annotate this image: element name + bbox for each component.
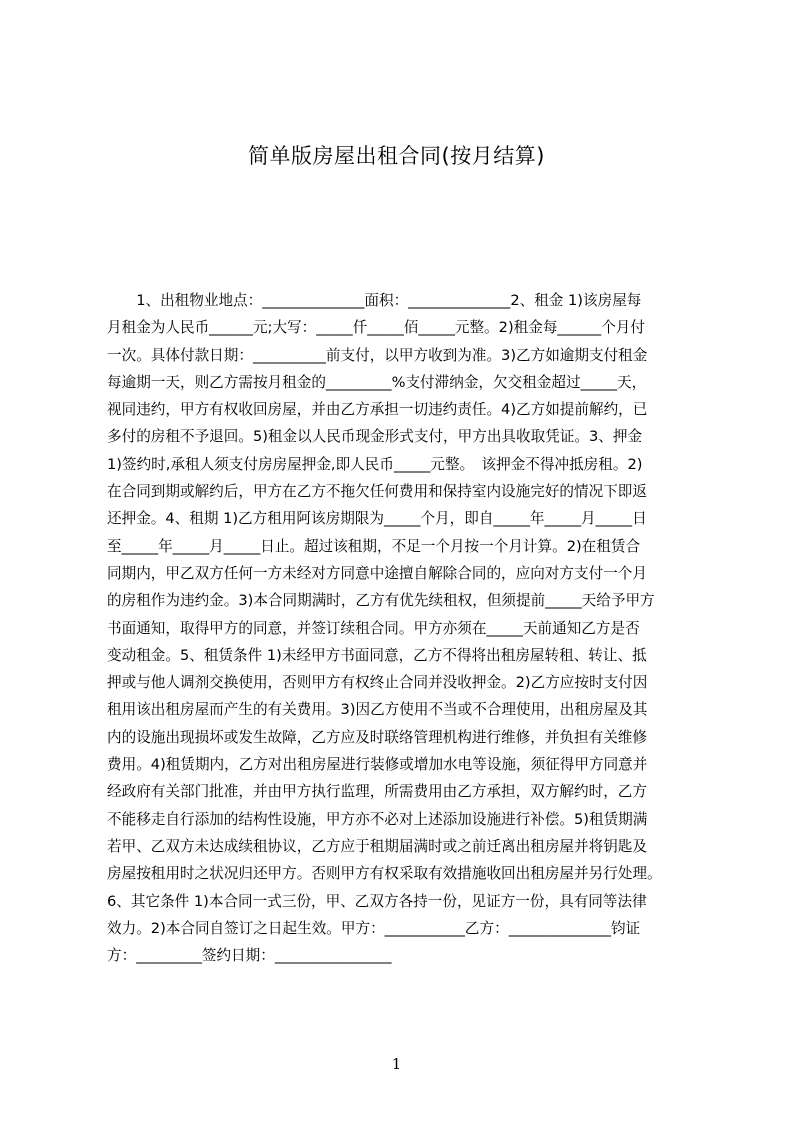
contract-line-9: 还押金。4、租期 1)乙方租用阿该房期限为_____个月，即自_____年_____月_____日 <box>107 510 647 528</box>
contract-line-6: 多付的房租不予退回。5)租金以人民币现金形式支付，甲方出具收取凭证。3、押金 <box>107 428 643 446</box>
contract-line-22: 房屋按租用时之状况归还甲方。否则甲方有权采取有效措施收回出租房屋并另行处理。 <box>107 865 662 883</box>
contract-line-13: 书面通知，取得甲方的同意，并签订续租合同。甲方亦须在_____天前通知乙方是否 <box>107 619 640 637</box>
document-title: 简单版房屋出租合同(按月结算) <box>248 144 545 168</box>
page-number: 1 <box>391 1055 402 1073</box>
contract-line-7: 1)签约时,承租人须支付房房屋押金,即人民币_____元整。 该押金不得冲抵房租。2) <box>107 455 643 473</box>
contract-line-24: 效力。2)本合同自签订之日起生效。甲方：___________乙方：______________钧证 <box>107 919 641 937</box>
contract-line-15: 押或与他人调剂交换使用，否则甲方有权终止合同并没收押金。2)乙方应按时支付因 <box>107 674 648 692</box>
contract-line-14: 变动租金。5、租赁条件 1)未经甲方书面同意，乙方不得将出租房屋转租、转让、抵 <box>107 646 647 664</box>
contract-line-16: 租用该出租房屋而产生的有关费用。3)因乙方使用不当或不合理使用，出租房屋及其 <box>107 701 648 719</box>
contract-line-5: 视同违约，甲方有权收回房屋，并由乙方承担一切违约责任。4)乙方如提前解约，已 <box>107 401 648 419</box>
contract-line-18: 费用。4)租赁期内，乙方对出租房屋进行装修或增加水电等设施，须征得甲方同意并 <box>107 756 648 774</box>
contract-line-12: 的房租作为违约金。3)本合同期满时，乙方有优先续租权，但须提前_____天给予甲方 <box>107 592 655 610</box>
contract-line-3: 一次。具体付款日期：__________前支付，以甲方收到为准。3)乙方如逾期支付租金 <box>107 346 648 364</box>
contract-line-1: 1、出租物业地点：______________面积：______________2、租金 1)该房屋每 <box>107 292 642 309</box>
contract-line-8: 在合同到期或解约后，甲方在乙方不拖欠任何费用和保持室内设施完好的情况下即返 <box>107 483 647 501</box>
contract-line-11: 同期内，甲乙双方任何一方未经对方同意中途擅自解除合同的，应向对方支付一个月 <box>107 564 647 582</box>
contract-line-21: 若甲、乙双方未达成续租协议，乙方应于租期届满时或之前迁离出租房屋并将钥匙及 <box>107 837 647 855</box>
contract-line-23: 6、其它条件 1)本合同一式三份，甲、乙双方各持一份，见证方一份，具有同等法律 <box>107 892 647 910</box>
contract-line-25: 方：_________签约日期：________________ <box>107 947 392 965</box>
contract-line-20: 不能移走自行添加的结构性设施，甲方亦不必对上述添加设施进行补偿。5)租赁期满 <box>107 810 648 828</box>
contract-line-10: 至_____年_____月_____日止。超过该租期，不足一个月按一个月计算。2)在租赁合 <box>107 537 641 555</box>
contract-line-2: 月租金为人民币______元;大写：_____仟_____佰_____元整。2)租金每______个月付 <box>107 319 645 337</box>
contract-line-19: 经政府有关部门批准，并由甲方执行监理，所需费用由乙方承担，双方解约时，乙方 <box>107 783 647 801</box>
contract-body <box>107 287 698 969</box>
contract-line-17: 内的设施出现损坏或发生故障，乙方应及时联络管理机构进行维修，并负担有关维修 <box>107 728 647 746</box>
contract-line-4: 每逾期一天，则乙方需按月租金的_________%支付滞纳金，欠交租金超过_____天， <box>107 373 647 391</box>
